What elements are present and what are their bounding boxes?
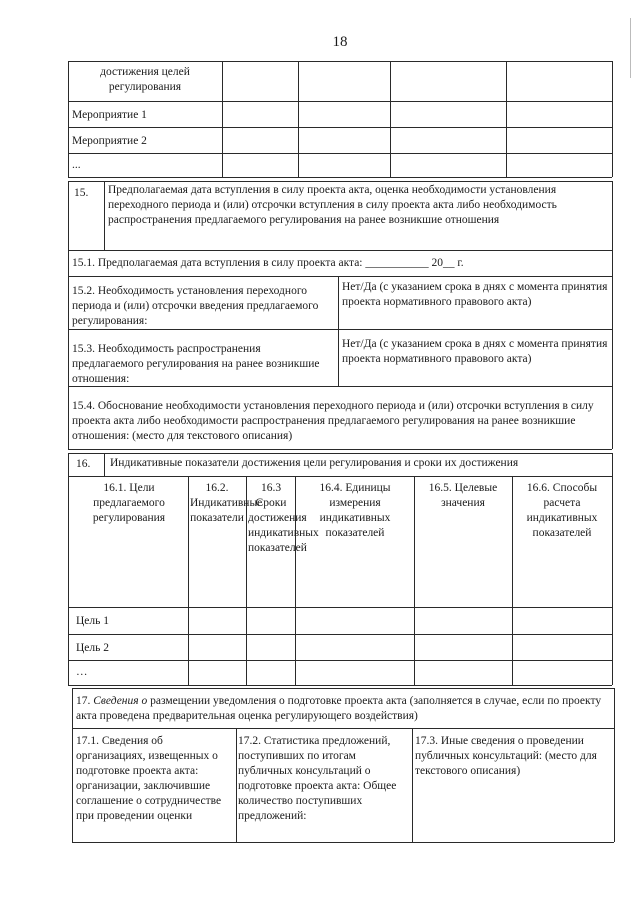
column-header-indicators: 16.2. Индикативные показатели xyxy=(190,482,263,524)
section-16-number: 16. xyxy=(76,458,91,470)
activity-row: ... xyxy=(72,159,81,171)
column-header-target-values: 16.5. Целевые значения xyxy=(428,482,498,509)
row-15-4: 15.4. Обоснование необходимости установления переходного периода и (или) отсрочки вступления в силу проекта акта либо необходимости распространения предлагаемого регулирования на ранее возникшие отношения: (место для текстового описания) xyxy=(72,400,594,442)
section-16-title: Индикативные показатели достижения цели регулирования и сроки их достижения xyxy=(110,457,519,469)
row-17-3: 17.3. Иные сведения о проведении публичных консультаций: (место для текстового описания) xyxy=(415,735,597,777)
column-header-goals: 16.1. Цели предлагаемого регулирования xyxy=(92,482,166,524)
goals-achievement-header: достижения целей регулирования xyxy=(100,66,190,93)
row-15-1: 15.1. Предполагаемая дата вступления в силу проекта акта: ___________ 20__ г. xyxy=(72,257,464,269)
section-17-title: 17. Сведения о размещении уведомления о подготовке проекта акта (заполняется в случае, если по проекту акта проведена предварительная оценка регулирующего воздействия) xyxy=(76,695,602,722)
row-15-3-label: 15.3. Необходимость распространения предлагаемого регулирования на ранее возникшие отношения: xyxy=(72,343,320,385)
row-15-3-value: Нет/Да (с указанием срока в днях с момента принятия проекта нормативного правового акта) xyxy=(342,338,608,365)
goal-row: Цель 1 xyxy=(76,615,110,627)
row-17-1: 17.1. Сведения об организациях, извещенных о подготовке проекта акта: организации, заключившие соглашение о сотрудничестве при проведении оценки xyxy=(76,735,222,822)
section-15-title: Предполагаемая дата вступления в силу проекта акта, оценка необходимости установления переходного периода и (или) отсрочки вступления в силу проекта акта либо необходимость распространения предлагаемого регулирования на ранее возникшие отношения xyxy=(108,184,557,226)
goal-row: Цель 2 xyxy=(76,642,110,654)
goal-row: … xyxy=(76,666,88,678)
section-15-number: 15. xyxy=(74,187,89,199)
activity-row: Мероприятие 2 xyxy=(72,135,147,147)
page-edge-mark xyxy=(630,18,637,78)
page-number: 18 xyxy=(332,34,348,50)
row-15-2-label: 15.2. Необходимость установления переходного периода и (или) отсрочки введения предлагаемого регулирования: xyxy=(72,285,319,327)
row-17-2: 17.2. Статистика предложений, поступивших по итогам публичных консультаций о подготовке проекта акта: Общее количество поступивших предложений: xyxy=(238,735,397,822)
row-15-2-value: Нет/Да (с указанием срока в днях с момента принятия проекта нормативного правового акта) xyxy=(342,281,608,308)
column-header-calculation: 16.6. Способы расчета индикативных показателей xyxy=(526,482,598,539)
column-header-units: 16.4. Единицы измерения индикативных показателей xyxy=(319,482,391,539)
activity-row: Мероприятие 1 xyxy=(72,109,147,121)
column-header-deadlines: 16.3 Сроки достижения индикативных показателей xyxy=(248,482,319,554)
